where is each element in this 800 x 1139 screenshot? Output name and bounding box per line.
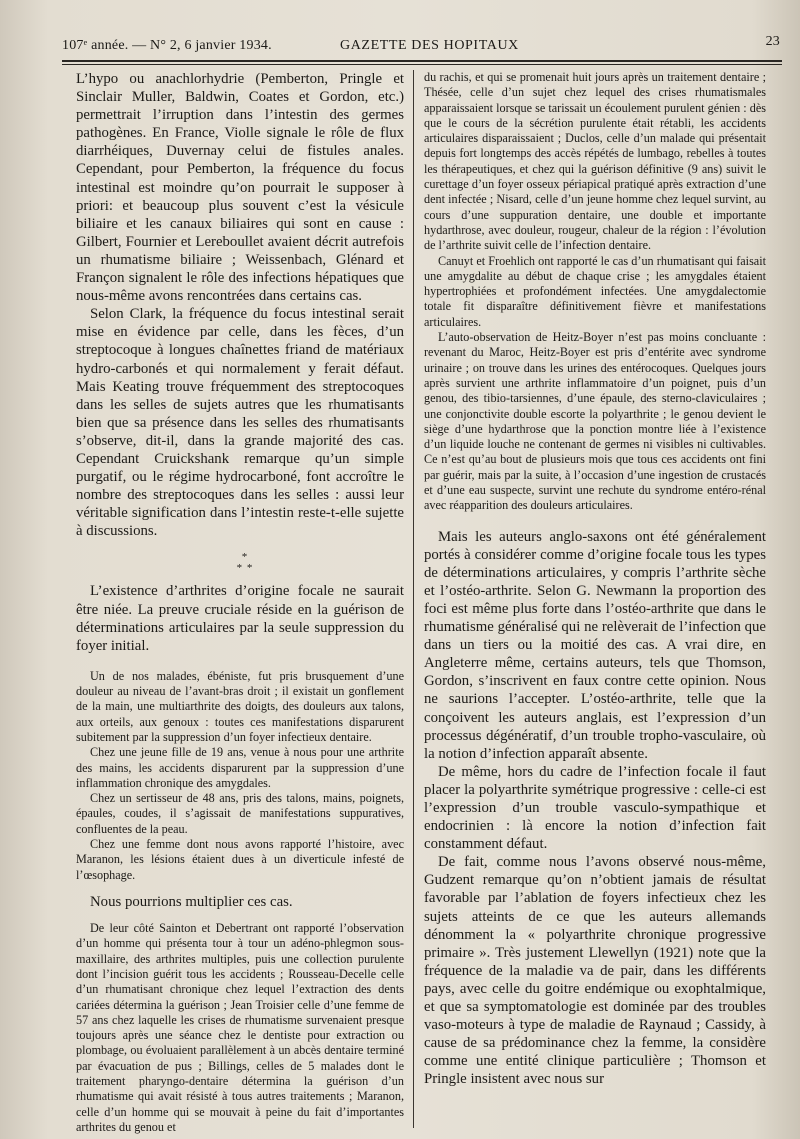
case-paragraph: Chez une femme dont nous avons rapporté l’histoire, avec Maranon, les lésions étaient dues à un diverticule infesté de l’œsophage.: [76, 837, 404, 882]
paragraph: De fait, comme nous l’avons observé nous-même, Gudzent remarque qu’on n’obtient jamais de résultat favorable par l’ablation de foyers infectieux chez les sujets atteints de ce que les auteurs allemands dénomment la « polyarthrite chronique progressive primaire ». Très justement Llewellyn (1921) note que la fréquence de la maladie va de pair, dans les différents pays, avec celle du goitre endémique ou exophtalmique, et que sa symptomatologie est dominée par des troubles vaso-moteurs à type de maladie de Raynaud ; Cassidy, à cause de sa prédominance chez la femme, la considère comme une entité clinique particulière ; Thomson et Pringle insistent avec nous sur: [424, 854, 766, 1088]
right-column: [424, 70, 766, 1089]
issue-info: 107ᵉ année. — N° 2, 6 janvier 1934.: [62, 38, 272, 53]
case-paragraph: Chez un sertisseur de 48 ans, pris des talons, mains, poignets, épaules, coudes, il s’agissait de manifestations suppuratives, confluentes de la peau.: [76, 791, 404, 836]
case-paragraph: Canuyt et Froehlich ont rapporté le cas d’un rhumatisant qui faisait une amygdalite au début de chaque crise ; les amygdales étaient hypertrophiées et profondément infectées. Une amygdalectomie totale fit disparaître définitivement fièvre et manifestations articulaires.: [424, 253, 766, 329]
separator-star-top: *: [241, 551, 249, 564]
running-header: [62, 34, 780, 58]
case-paragraph: du rachis, et qui se promenait huit jours après un traitement dentaire ; Thésée, celle d’un sujet chez lequel des crises rhumatismales apparaissaient lorsque se tarissait un écoulement purulent génien : dès que le cours de la sécrétion purulente était rétabli, les accidents articulaires disparaissaient ; Duclos, celle d’un malade qui présentait depuis fort longtemps des accès répétés de lumbago, rebelles à toutes les thérapeutiques, et chez qui la guérison définitive (9 ans) suivit le curettage d’un foyer osseux périapical pratiqué après extraction d’une dent infectée ; Nisard, celle d’un jeune homme chez lequel survint, au cours d’une suppuration dentaire, une double et importante hydarthrose, avec douleur, rougeur, chaleur de la région : l’évolution de l’arthrite suivit celle de l’infection dentaire.: [424, 70, 766, 253]
paragraph: L’hypo ou anachlorhydrie (Pemberton, Pringle et Sinclair Muller, Baldwin, Coates et Gordon, etc.) permettrait l’irruption dans l’intestin des germes pathogènes. En France, Violle signale le rôle de flux diarrhéiques, Duvernay celui de fistules anales. Cependant, pour Pemberton, la fréquence du focus intestinal est moindre qu’on pourrait le supposer à priori: et beaucoup plus souvent c’est la vésicule biliaire et les canaux biliaires qui sont en cause : Gilbert, Fournier et Lereboullet avaient décrit autrefois un rhumatisme biliaire ; Weissenbach, Glénard et Françon signalent le rôle des infections hépatiques que nous-même avons rencontrées dans certains cas.: [76, 71, 404, 305]
case-paragraph: L’auto-observation de Heitz-Boyer n’est pas moins concluante : revenant du Maroc, Heitz-Boyer est pris d’entérite avec syndrome urinaire ; on trouve dans les urines des entérocoques. Quelques jours après survient une arthrite inflammatoire d’un poignet, puis d’un genou, des tibio-tarsiennes, d’une épaule, des sterno-claviculaires ; une conjonctivite double escorte la polyarthrite ; le genou devient le siège d’une hydarthrose que la ponction montre liée à l’existence d’un liquide louche ne contenant de germes ni visibles ni cultivables. Ce n’est qu’au bout de plusieurs mois que tous ces accidents ont fini par guérir, mais par la suite, à l’occasion d’une ingestion de crustacés et d’une eau suspecte, survint une rechute du syndrome entéro-rénal avec réapparition des douleurs articulaires.: [424, 330, 766, 513]
header-rule-thin: [62, 64, 782, 65]
case-paragraph: De leur côté Sainton et Debertrant ont rapporté l’observation d’un homme qui présenta tour à tour un adéno-phlegmon sous-maxillaire, des arthrites multiples, puis une collection purulente dont l’incision guérit tous les accidents ; Rousseau-Decelle celle d’un rhumatisant chronique chez lequel l’extraction des dents cariées détermina la guérison ; Jean Troisier celle d’une femme de 57 ans chez laquelle les crises de rhumatisme survenaient presque toujours après une séance chez le dentiste pour extraction ou plombage, ou évoluaient parallèlement à un abcès dentaire terminé par évacuation de pus ; Billings, celles de 5 malades dont le traitement pharyngo-dentaire détermina la guérison d’un rhumatisme qui avait résisté à tous autres traitements ; Maranon, celle d’un homme qui se mouvait à peine du fait d’importantes arthrites du genou et: [76, 921, 404, 1134]
left-column: [76, 70, 404, 1135]
page-number: 23: [765, 34, 780, 49]
separator-star-bottom: * *: [236, 562, 254, 575]
paragraph: L’existence d’arthrites d’origine focale ne saurait être niée. La preuve cruciale réside en la guérison de déterminations articulaires par la seule suppression du foyer initial.: [76, 583, 404, 654]
paragraph: De même, hors du cadre de l’infection focale il faut placer la polyarthrite symétrique progressive : celle-ci est l’expression d’un trouble vasculo-sympathique et endocrinien : là encore la notion d’infection fait constamment défaut.: [424, 763, 766, 853]
paragraph: Nous pourrions multiplier ces cas.: [90, 893, 293, 910]
paragraph: Mais les auteurs anglo-saxons ont été généralement portés à considérer comme d’origine focale tous les types de déterminations articulaires, y compris l’arthrite sèche et l’ostéo-arthrite. Selon G. Newmann la proportion des foci est même plus forte dans l’ostéo-arthrite que dans le rhumatisme généralisé qui ne relèverait de l’infection que dans un tiers ou la moitié des cas. A vrai dire, en Angleterre même, certains auteurs, tels que Thomson, Gordon, s’inscrivent en faux contre cette opinion. Nous ne saurions l’accepter. L’ostéo-arthrite, telle que la conçoivent les auteurs anglais, est l’expression d’un processus dégénératif, d’un trouble tropho-vasculaire, où la notion d’infection apparaît absente.: [424, 528, 766, 762]
journal-title: GAZETTE DES HOPITAUX: [340, 38, 519, 53]
case-paragraph: Un de nos malades, ébéniste, fut pris brusquement d’une douleur au niveau de l’avant-bras droit ; il existait un gonflement de la main, une multiarthrite des doigts, des douleurs aux talons, aux orteils, aux genoux : toutes ces manifestations disparurent subitement par la suppression d’un foyer infectieux dentaire.: [76, 668, 404, 744]
column-divider: [413, 70, 414, 1128]
case-paragraph: Chez une jeune fille de 19 ans, venue à nous pour une arthrite des mains, les accidents disparurent par la suppression d’une inflammation chronique des amygdales.: [76, 745, 404, 790]
paragraph: Selon Clark, la fréquence du focus intestinal serait mise en évidence par celle, dans les fèces, d’un streptocoque à longues chaînettes friand de matériaux hydro-carbonés et qui normalement y ferait défaut. Mais Keating trouve fréquemment des streptocoques dans les selles de sujets autres que les rhumatisants bien que sa présence dans les selles des rhumatisants s’observe, dit-il, dans la grande majorité des cas. Cependant Cruickshank remarque qu’un simple purgatif, ou le régime hydrocarboné, font accroître le nombre des streptocoques dans les selles : aussi leur véritable signification dans l’intestin reste-t-elle sujette à discussions.: [76, 306, 404, 540]
header-rule-thick: [62, 60, 782, 62]
section-separator: [86, 552, 404, 574]
